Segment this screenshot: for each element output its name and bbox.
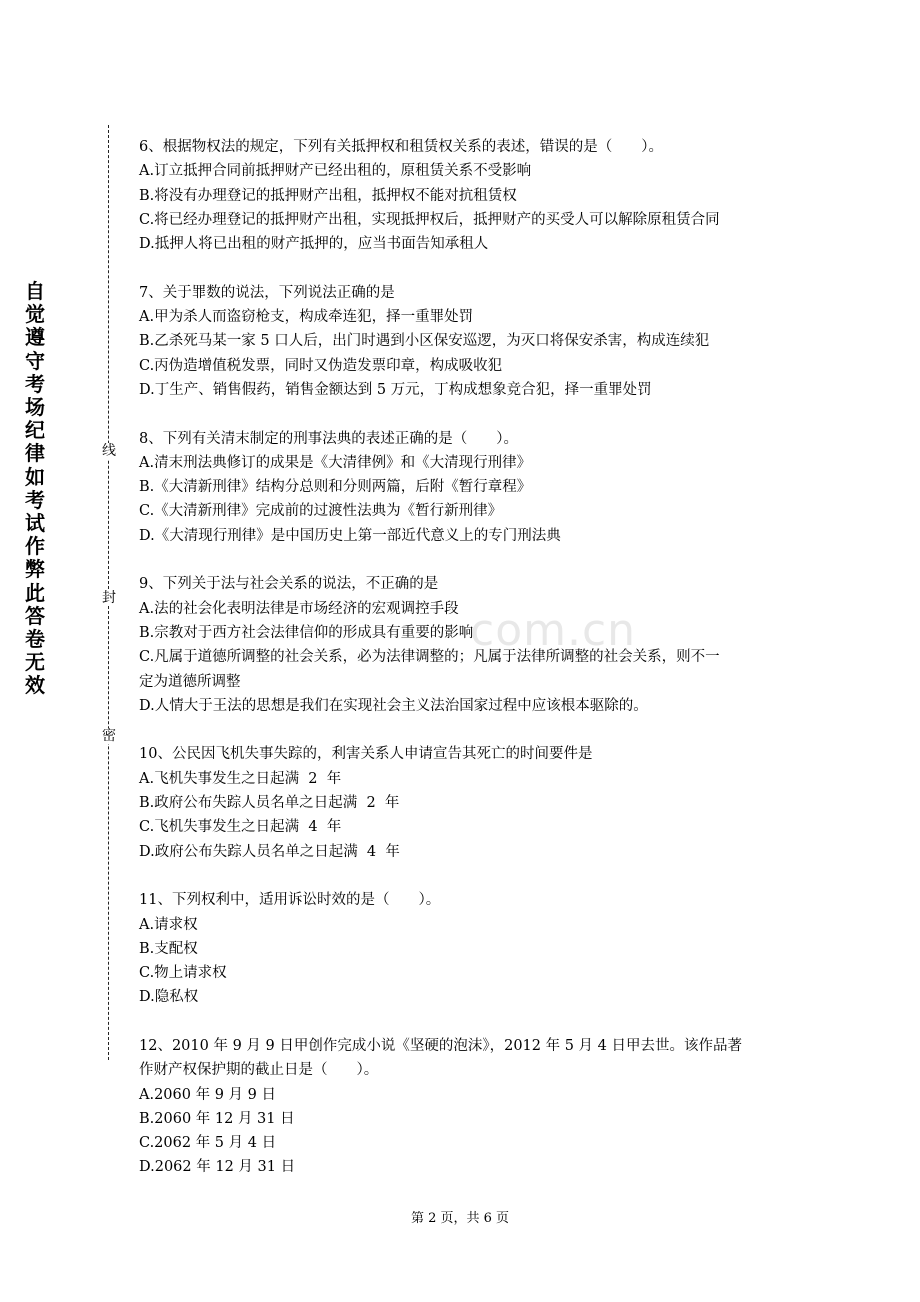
question-block (139, 1034, 789, 1180)
answer-option: C.凡属于道德所调整的社会关系，必为法律调整的；凡属于法律所调整的社会关系，则不一 (139, 649, 720, 666)
answer-option: B.将没有办理登记的抵押财产出租，抵押权不能对抗租赁权 (139, 187, 517, 204)
answer-option: C.飞机失事发生之日起满 4 年 (139, 819, 342, 836)
answer-option: D.人情大于王法的思想是我们在实现社会主义法治国家过程中应该根本驱除的。 (139, 697, 648, 714)
answer-option: A.2060 年 9 月 9 日 (139, 1086, 276, 1103)
question-stem: 10、公民因飞机失事失踪的，利害关系人申请宣告其死亡的时间要件是 (139, 746, 593, 763)
question-stem: 8、下列有关清末制定的刑事法典的表述正确的是（ ）。 (139, 430, 518, 447)
answer-option: A.甲为杀人而盗窃枪支，构成牵连犯，择一重罪处罚 (139, 309, 474, 326)
answer-option: C.丙伪造增值税发票，同时又伪造发票印章，构成吸收犯 (139, 357, 503, 374)
cut-mark-secret: 密 (102, 728, 116, 744)
watermark: com.cn (470, 605, 637, 656)
answer-option: D.政府公布失踪人员名单之日起满 4 年 (139, 843, 400, 860)
question-block (139, 572, 789, 718)
answer-option: 定为道德所调整 (139, 673, 241, 690)
question-block (139, 742, 789, 863)
answer-option: C.《大清新刑律》完成前的过渡性法典为《暂行新刑律》 (139, 503, 503, 520)
question-stem: 11、下列权利中，适用诉讼时效的是（ ）。 (139, 892, 441, 909)
answer-option: A.清末刑法典修订的成果是《大清律例》和《大清现行刑律》 (139, 454, 532, 471)
question-stem: 12、2010 年 9 月 9 日甲创作完成小说《坚硬的泡沫》，2012 年 5 月 4 日甲去世。该作品著 (139, 1037, 742, 1054)
cut-mark-seal: 封 (102, 590, 116, 606)
answer-option: A.飞机失事发生之日起满 2 年 (139, 770, 342, 787)
answer-option: D.2062 年 12 月 31 日 (139, 1159, 296, 1176)
answer-option: C.将已经办理登记的抵押财产出租，实现抵押权后，抵押财产的买受人可以解除原租赁合同 (139, 211, 720, 228)
answer-option: B.政府公布失踪人员名单之日起满 2 年 (139, 795, 400, 812)
cut-mark-line: 线 (102, 443, 116, 459)
answer-option: C.2062 年 5 月 4 日 (139, 1135, 277, 1152)
page-footer: 第 2 页，共 6 页 (410, 1211, 510, 1226)
question-stem: 7、关于罪数的说法，下列说法正确的是 (139, 284, 395, 301)
answer-option: D.隐私权 (139, 989, 199, 1006)
answer-option: D.抵押人将已出租的财产抵押的，应当书面告知承租人 (139, 236, 489, 253)
answer-option: B.支配权 (139, 940, 198, 957)
answer-option: B.乙杀死马某一家 5 口人后，出门时遇到小区保安巡逻，为灭口将保安杀害，构成连续犯 (139, 333, 710, 350)
exam-rules-notice: 自觉遵守考场纪律如考试作弊此答卷无效 (25, 279, 45, 698)
answer-option: A.订立抵押合同前抵押财产已经出租的，原租赁关系不受影响 (139, 163, 532, 180)
answer-option: D.《大清现行刑律》是中国历史上第一部近代意义上的专门刑法典 (139, 527, 561, 544)
answer-option: A.请求权 (139, 916, 198, 933)
question-stem: 9、下列关于法与社会关系的说法，不正确的是 (139, 576, 439, 593)
question-list (139, 135, 789, 1204)
answer-option: B.《大清新刑律》结构分总则和分则两篇，后附《暂行章程》 (139, 479, 532, 496)
question-block (139, 281, 789, 402)
question-stem: 6、根据物权法的规定，下列有关抵押权和租赁权关系的表述，错误的是（ ）。 (139, 139, 663, 155)
question-stem: 作财产权保护期的截止日是（ ）。 (139, 1062, 379, 1079)
answer-option: D.丁生产、销售假药，销售金额达到 5 万元，丁构成想象竞合犯，择一重罪处罚 (139, 381, 652, 398)
answer-option: B.2060 年 12 月 31 日 (139, 1110, 295, 1127)
answer-option: A.法的社会化表明法律是市场经济的宏观调控手段 (139, 600, 459, 617)
question-block (139, 135, 789, 256)
question-block (139, 888, 789, 1009)
question-block (139, 427, 789, 548)
answer-option: C.物上请求权 (139, 965, 227, 982)
answer-option: B.宗教对于西方社会法律信仰的形成具有重要的影响 (139, 624, 474, 641)
